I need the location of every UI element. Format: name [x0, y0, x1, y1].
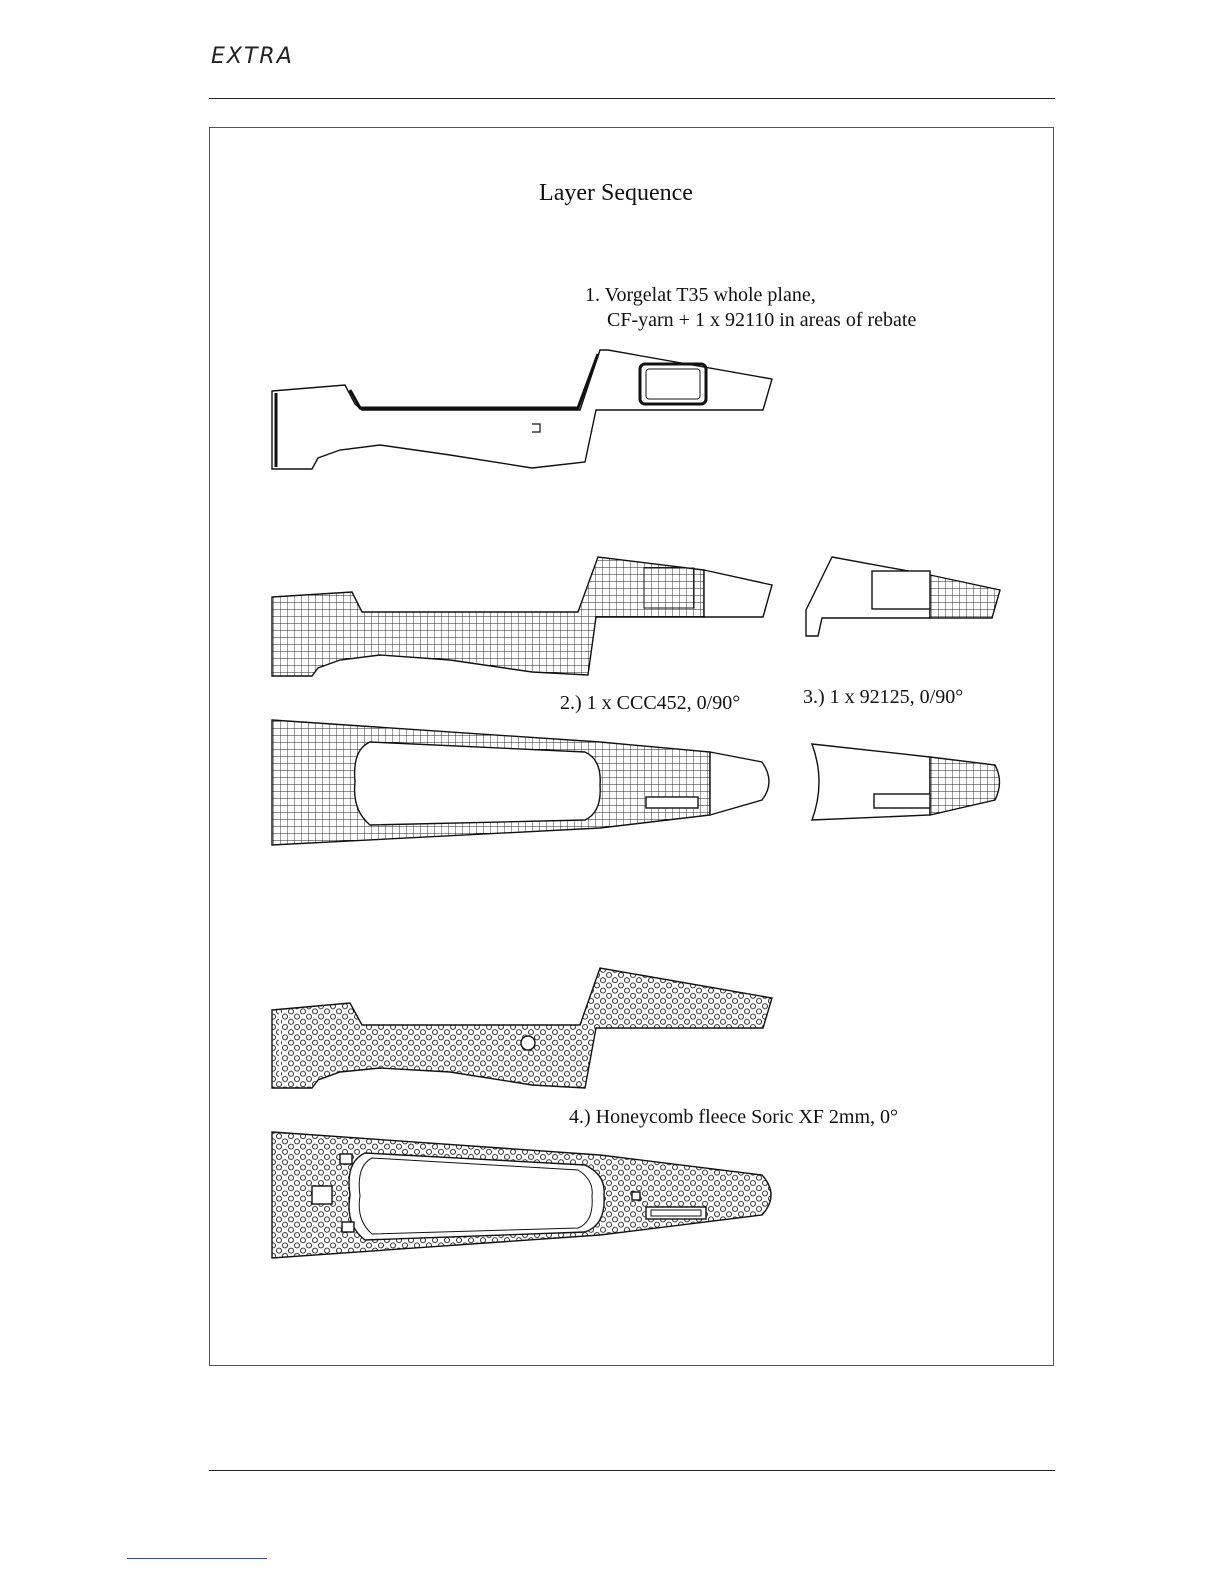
layer-3-label: 3.) 1 x 92125, 0/90°	[803, 686, 964, 708]
layer-2-label: 2.) 1 x CCC452, 0/90°	[560, 692, 741, 714]
layer-3-top-view	[812, 744, 1000, 820]
layer-2-top-view	[272, 720, 769, 845]
layer-2-side-view	[272, 557, 772, 676]
figure-title: Layer Sequence	[539, 180, 693, 206]
layer-3-side-view	[806, 557, 1000, 636]
footer-link-underline[interactable]	[127, 1558, 267, 1559]
extra-logo: EXTRA	[211, 44, 294, 69]
layer-1-label-line-2: CF-yarn + 1 x 92110 in areas of rebate	[607, 309, 917, 331]
layer-4-side-view	[272, 968, 772, 1088]
layer-4-top-view	[272, 1132, 771, 1258]
layer-4-label: 4.) Honeycomb fleece Soric XF 2mm, 0°	[569, 1106, 899, 1128]
layer-1-side-view	[272, 350, 772, 469]
footer-rule	[209, 1470, 1055, 1471]
layer-1-label-line-1: 1. Vorgelat T35 whole plane,	[585, 284, 816, 306]
